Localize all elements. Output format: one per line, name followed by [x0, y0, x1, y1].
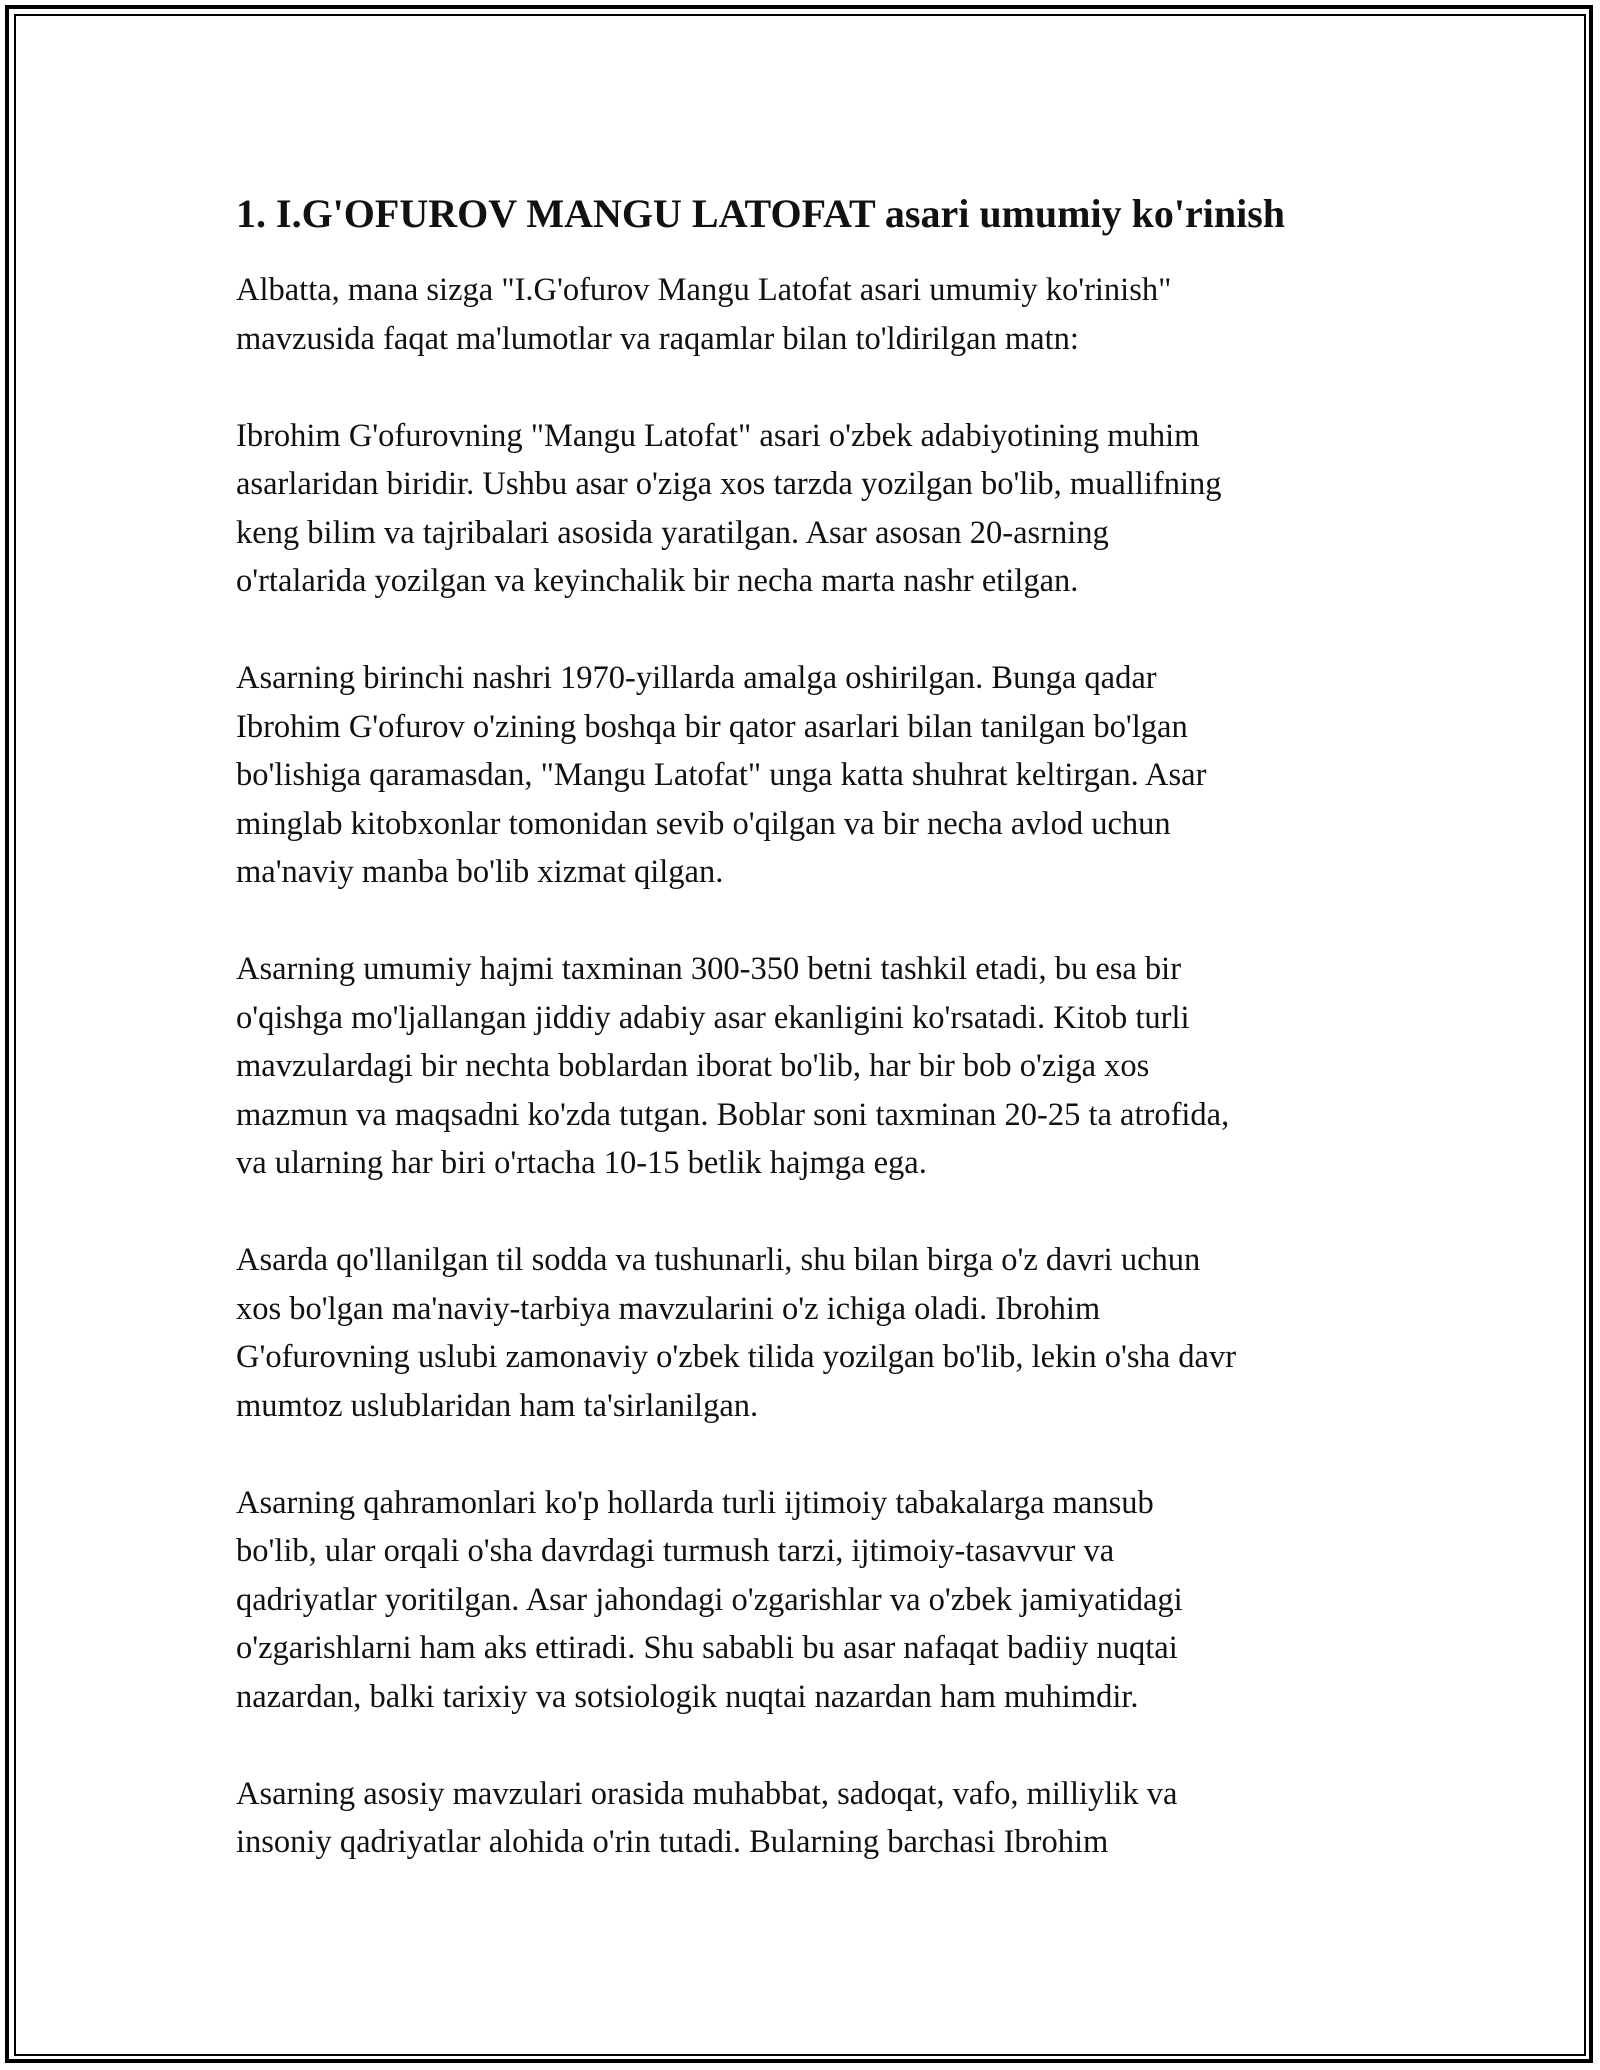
paragraph-6: [236, 1479, 1376, 1722]
text-line: Asarning umumiy hajmi taxminan 300-350 betni tashkil etadi, bu esa bir: [236, 951, 1182, 987]
text-line: o'zgarishlarni ham aks ettiradi. Shu sababli bu asar nafaqat badiiy nuqtai: [236, 1630, 1178, 1666]
text-line: o'rtalarida yozilgan va keyinchalik bir necha marta nashr etilgan.: [236, 563, 1079, 599]
document-page: [236, 188, 1376, 1915]
text-line: mazmun va maqsadni ko'zda tutgan. Boblar soni taxminan 20-25 ta atrofida,: [236, 1096, 1230, 1133]
paragraph-7: [236, 1770, 1376, 1867]
text-line: mavzusida faqat ma'lumotlar va raqamlar bilan to'ldirilgan matn:: [236, 320, 1079, 357]
paragraph-3: [236, 654, 1376, 897]
text-line: insoniy qadriyatlar alohida o'rin tutadi. Bularning barchasi Ibrohim: [236, 1824, 1109, 1860]
text-line: Ibrohim G'ofurovning "Mangu Latofat" asari o'zbek adabiyotining muhim: [236, 417, 1200, 454]
text-line: qadriyatlar yoritilgan. Asar jahondagi o'zgarishlar va o'zbek jamiyatidagi: [236, 1581, 1183, 1618]
text-line: Asarda qo'llanilgan til sodda va tushunarli, shu bilan birga o'z davri uchun: [236, 1242, 1201, 1278]
text-line: Albatta, mana sizga "I.G'ofurov Mangu Latofat asari umumiy ko'rinish": [236, 272, 1172, 308]
text-line: Ibrohim G'ofurov o'zining boshqa bir qator asarlari bilan tanilgan bo'lgan: [236, 708, 1188, 745]
text-line: asarlaridan biridir. Ushbu asar o'ziga xos tarzda yozilgan bo'lib, muallifning: [236, 466, 1222, 502]
text-line: keng bilim va tajribalari asosida yaratilgan. Asar asosan 20-asrning: [236, 514, 1109, 551]
text-line: nazardan, balki tarixiy va sotsiologik nuqtai nazardan ham muhimdir.: [236, 1678, 1139, 1715]
paragraph-5: [236, 1236, 1376, 1430]
text-line: o'qishga mo'ljallangan jiddiy adabiy asar ekanligini ko'rsatadi. Kitob turli: [236, 999, 1190, 1036]
text-line: Asarning asosiy mavzulari orasida muhabbat, sadoqat, vafo, milliylik va: [236, 1775, 1178, 1812]
text-line: bo'lishiga qaramasdan, "Mangu Latofat" unga katta shuhrat keltirgan. Asar: [236, 757, 1207, 793]
text-line: minglab kitobxonlar tomonidan sevib o'qilgan va bir necha avlod uchun: [236, 805, 1171, 842]
text-line: Asarning birinchi nashri 1970-yillarda amalga oshirilgan. Bunga qadar: [236, 660, 1157, 696]
paragraph-2: [236, 412, 1376, 606]
text-line: xos bo'lgan ma'naviy-tarbiya mavzularini o'z ichiga oladi. Ibrohim: [236, 1290, 1101, 1327]
paragraph-intro: [236, 266, 1376, 363]
text-line: va ularning har biri o'rtacha 10-15 betlik hajmga ega.: [236, 1145, 927, 1181]
text-line: Asarning qahramonlari ko'p hollarda turli ijtimoiy tabakalarga mansub: [236, 1484, 1154, 1521]
paragraph-4: [236, 945, 1376, 1188]
text-line: ma'naviy manba bo'lib xizmat qilgan.: [236, 854, 724, 890]
text-line: bo'lib, ular orqali o'sha davrdagi turmush tarzi, ijtimoiy-tasavvur va: [236, 1533, 1115, 1569]
text-line: G'ofurovning uslubi zamonaviy o'zbek tilida yozilgan bo'lib, lekin o'sha davr: [236, 1339, 1237, 1375]
text-line: mavzulardagi bir nechta boblardan iborat bo'lib, har bir bob o'ziga xos: [236, 1048, 1150, 1084]
text-line: mumtoz uslublaridan ham ta'sirlanilgan.: [236, 1387, 759, 1424]
document-title: 1. I.G'OFUROV MANGU LATOFAT asari umumiy ko'rinish: [236, 191, 1286, 236]
